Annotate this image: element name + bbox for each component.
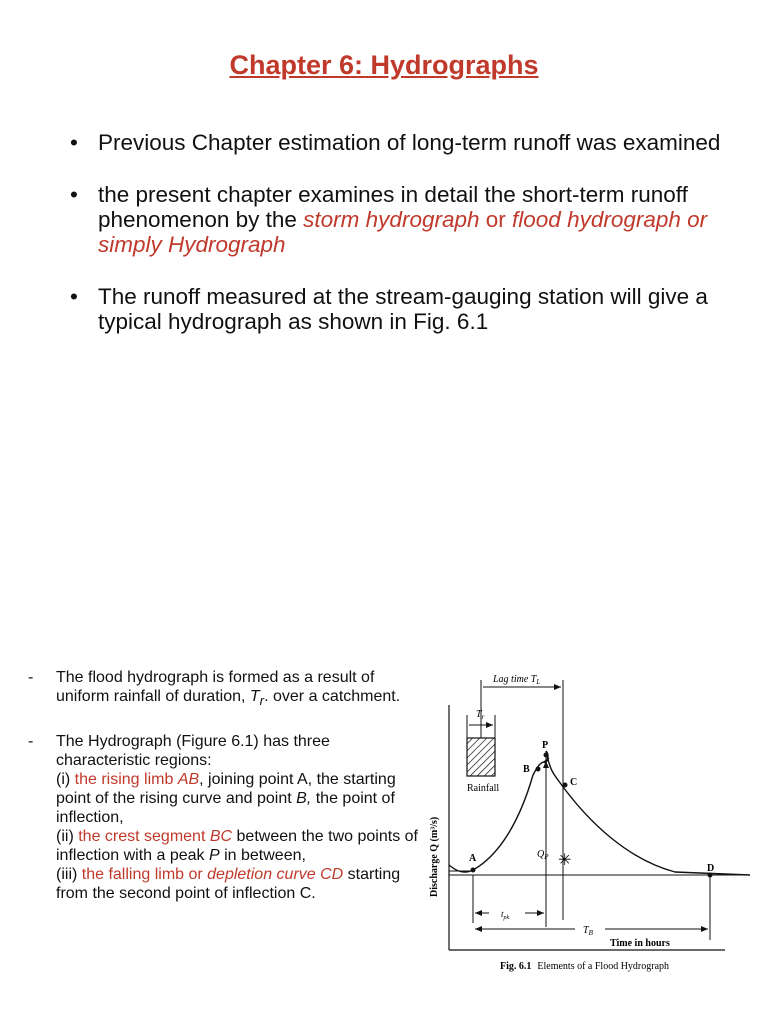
- text: . over a catchment.: [264, 688, 401, 705]
- red-term: AB: [177, 771, 200, 789]
- text: The flood hydrograph is formed as a result of uniform rainfall of duration,: [56, 669, 375, 705]
- page-title: Chapter 6: Hydrographs: [229, 50, 539, 80]
- point-c-marker: [563, 783, 568, 788]
- caption-number: Fig. 6.1: [500, 961, 532, 972]
- tpk-label: [501, 909, 510, 921]
- var-t: T: [249, 688, 260, 705]
- bullet-runoff-measured: [70, 284, 730, 334]
- qp-label: [537, 849, 549, 861]
- text: in between,: [219, 847, 306, 865]
- red-term: the falling limb or: [81, 866, 208, 884]
- tb-label: [583, 925, 594, 937]
- region-crest-segment: [56, 827, 423, 865]
- rainfall-label: Rainfall: [467, 783, 500, 794]
- bullet-list: [70, 130, 730, 361]
- text: (iii): [56, 866, 82, 884]
- paragraph-formation: [28, 668, 423, 710]
- tr-label: [476, 709, 485, 721]
- paragraph-regions: [28, 732, 423, 903]
- bullet-present-chapter: [70, 182, 730, 257]
- dash-marker: -: [28, 733, 34, 751]
- point-a-label: A: [469, 853, 477, 864]
- text: (ii): [56, 828, 79, 846]
- tpk-sub: pk: [503, 915, 510, 921]
- red-term: the rising limb: [74, 771, 178, 789]
- point-d-label: D: [707, 863, 715, 874]
- var-p: P: [208, 847, 220, 865]
- regions-intro: The Hydrograph (Figure 6.1) has three characteristic regions:: [56, 733, 330, 770]
- or-text: or: [479, 207, 513, 232]
- lag-sub: L: [536, 678, 541, 686]
- hydrograph-diagram: [425, 665, 755, 985]
- caption-text: Elements of a Flood Hydrograph: [537, 961, 670, 972]
- hydrograph-description: [28, 668, 423, 925]
- point-c-label: C: [570, 777, 578, 788]
- var-b: B,: [296, 790, 312, 808]
- text: (i): [56, 771, 75, 789]
- qp-text: Q: [537, 849, 545, 860]
- bullet-text: The runoff measured at the stream-gauging station will give a typical hydrograph as shown in Fig. 6.1: [98, 284, 708, 334]
- bullet-previous-chapter: [70, 130, 730, 155]
- bullet-text: Previous Chapter estimation of long-term runoff was examined: [98, 130, 721, 155]
- text: starting from the second point of inflection C.: [56, 866, 401, 903]
- tb-sub: B: [588, 929, 593, 937]
- red-term: BC: [209, 828, 233, 846]
- var-sub: r: [259, 693, 265, 709]
- tr-sub: r: [481, 713, 485, 721]
- point-p-label: P: [542, 740, 549, 751]
- text: , joining point A, the starting point of the rising curve and point: [56, 771, 396, 808]
- asterisk-icon: ✳: [558, 852, 572, 869]
- storm-hydrograph-term: storm hydrograph: [303, 207, 480, 232]
- region-rising-limb: [56, 770, 423, 827]
- dash-marker: -: [28, 669, 34, 686]
- x-axis-label: Time in hours: [610, 938, 670, 949]
- hydrograph-figure: [425, 665, 755, 985]
- bullet-text: the present chapter examines in detail the short-term runoff phenomenon by the: [98, 182, 688, 232]
- red-term: the crest segment: [78, 828, 210, 846]
- text: the point of inflection,: [56, 790, 395, 827]
- y-axis-label: Discharge Q (m³/s): [429, 816, 440, 897]
- tb-text: T: [583, 925, 589, 936]
- point-a-marker: [471, 868, 476, 873]
- region-falling-limb: [56, 865, 423, 903]
- point-b-label: B: [523, 764, 530, 775]
- point-b-marker: [536, 767, 541, 772]
- tr-text: T: [476, 709, 482, 720]
- text: between the two points of inflection with a peak: [56, 828, 418, 865]
- tpk-text: t: [501, 909, 504, 919]
- qp-sub: P: [544, 853, 549, 861]
- point-p-marker: [544, 753, 549, 758]
- red-term: depletion curve CD: [207, 866, 344, 884]
- flood-hydrograph-term: flood hydrograph or simply Hydrograph: [98, 207, 708, 257]
- figure-caption: [500, 961, 669, 972]
- lag-text: Lag time T: [493, 674, 537, 685]
- rainfall-block: [467, 738, 495, 776]
- lag-label: [492, 674, 540, 686]
